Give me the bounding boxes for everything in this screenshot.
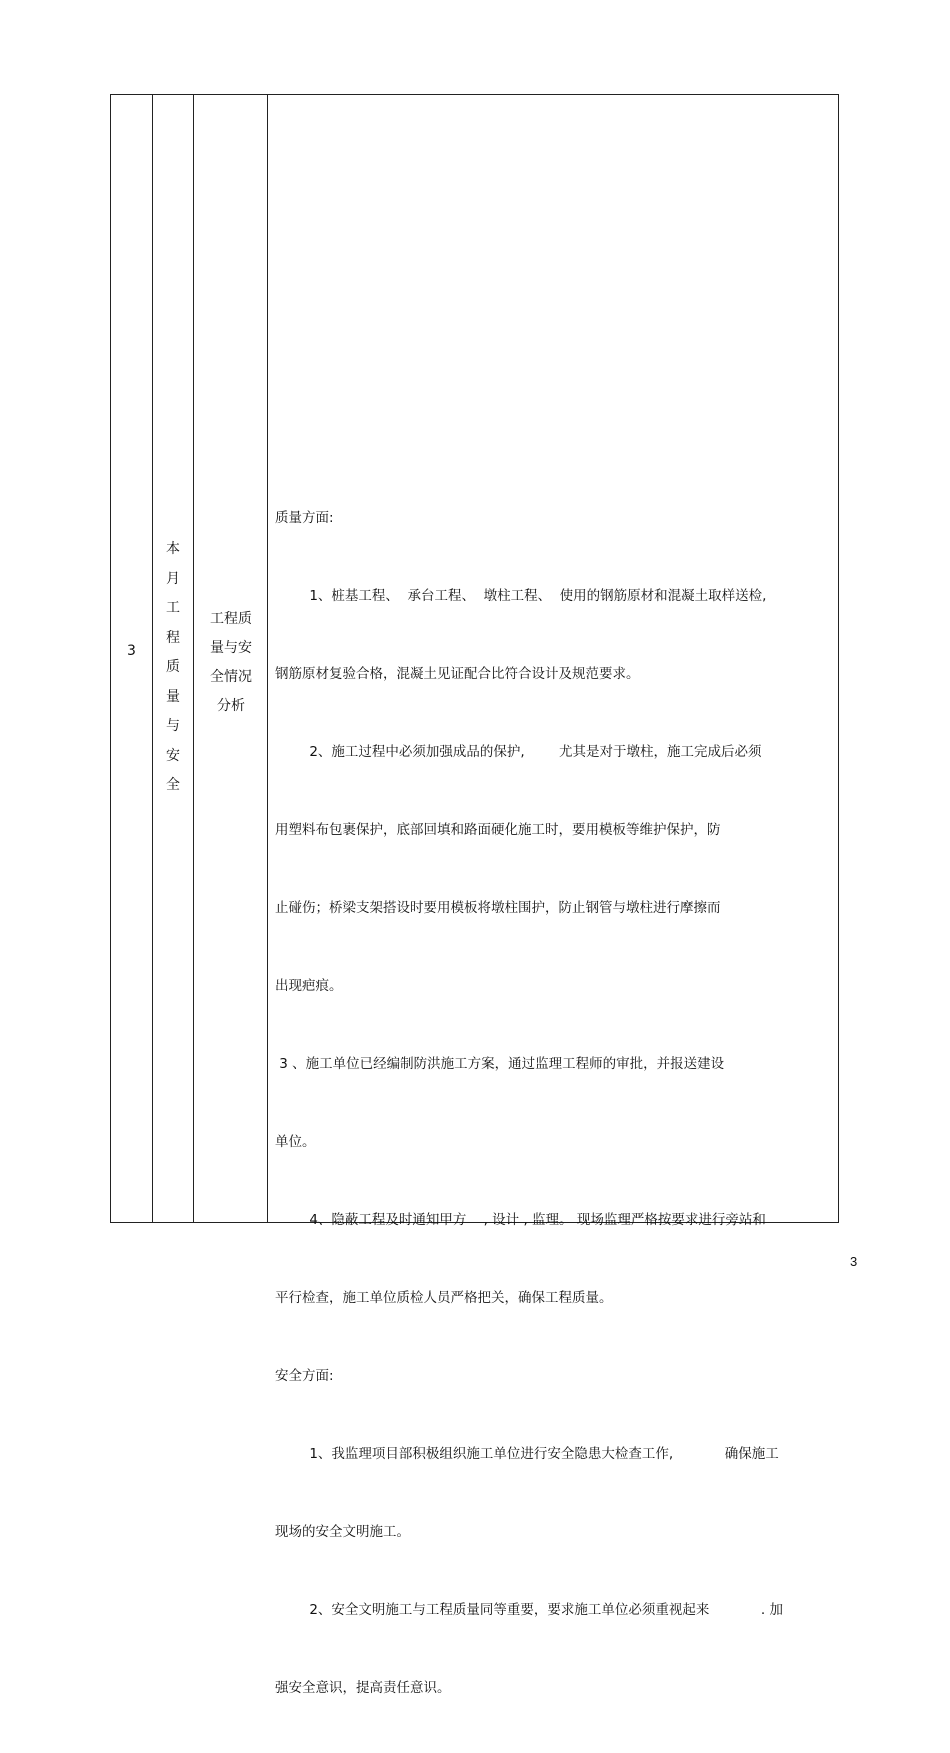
content-line: 单位。 [275, 1134, 316, 1150]
content-line: 平行检查，施工单位质检人员严格把关，确保工程质量。 [275, 1290, 613, 1306]
section-title-char: 量 [166, 688, 180, 705]
content-line: 强安全意识，提高责任意识。 [275, 1680, 451, 1696]
page-number: 3 [850, 1254, 858, 1269]
content-line: 出现疤痕。 [275, 978, 343, 994]
subject-line: 量与安 [210, 640, 252, 656]
content-line: 现场的安全文明施工。 [275, 1524, 410, 1540]
section-title-char: 质 [166, 659, 180, 675]
content-line: 3 、施工单位已经编制防洪施工方案，通过监理工程师的审批，并报送建设 [275, 1056, 725, 1072]
content-line: 2、施工过程中必须加强成品的保护, 尤其是对于墩柱，施工完成后必须 [275, 744, 762, 760]
content-line: 2、安全文明施工与工程质量同等重要，要求施工单位必须重视起来 . 加 [275, 1602, 783, 1618]
row-number: 3 [127, 643, 136, 659]
section-title-char: 月 [166, 570, 180, 587]
section-title-char: 与 [166, 718, 180, 734]
subject-line: 工程质 [210, 611, 252, 627]
section-title-char: 程 [166, 629, 180, 646]
subject-line: 全情况 [210, 669, 252, 685]
content-line: 4、隐蔽工程及时通知甲方 , 设计 , 监理。 现场监理严格按要求进行旁站和 [275, 1212, 766, 1228]
content-line: 质量方面: [275, 510, 334, 526]
subject-line: 分析 [217, 698, 245, 714]
content-line: 钢筋原材复验合格，混凝土见证配合比符合设计及规范要求。 [275, 666, 640, 682]
content-line: 1、桩基工程、 承台工程、 墩柱工程、 使用的钢筋原材和混凝土取样送检, [275, 588, 767, 604]
section-title-char: 全 [166, 777, 180, 793]
report-table [110, 94, 839, 1696]
analysis-content [275, 453, 835, 1753]
content-line: 止碰伤；桥梁支架搭设时要用模板将墩柱围护，防止钢管与墩柱进行摩擦而 [275, 900, 721, 916]
subject-label [194, 605, 268, 721]
section-title-char: 安 [166, 747, 180, 764]
content-line: 安全方面: [275, 1368, 334, 1384]
content-line: 用塑料布包裹保护，底部回填和路面硬化施工时，要用模板等维护保护，防 [275, 822, 721, 838]
content-line: 1、我监理项目部积极组织施工单位进行安全隐患大检查工作, 确保施工 [275, 1446, 779, 1462]
section-title [153, 535, 193, 801]
section-title-char: 本 [166, 541, 180, 557]
section-title-char: 工 [166, 600, 180, 616]
